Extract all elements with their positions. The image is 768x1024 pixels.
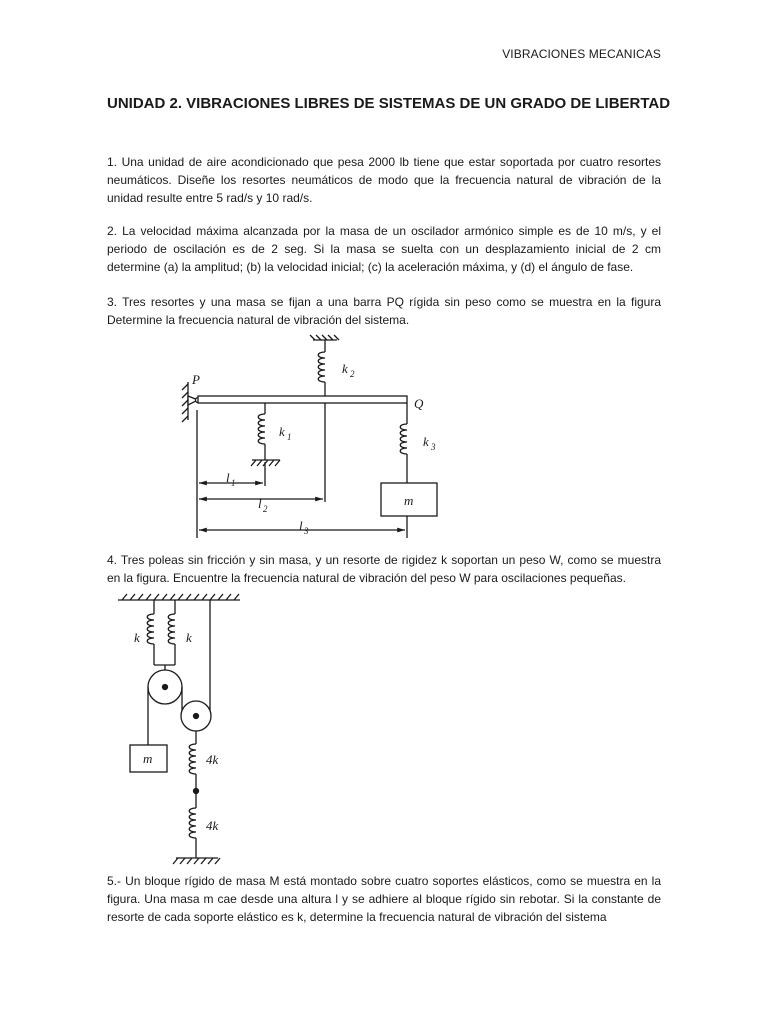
figure-lever-system bbox=[182, 335, 437, 538]
spring-4k-top bbox=[189, 731, 198, 808]
spring-k-left bbox=[147, 600, 154, 665]
problem-3: 3. Tres resortes y una masa se fijan a una barra PQ rígida sin peso como se muestra en la figura Determine la frecuencia natural de vibración del sistema. bbox=[107, 295, 661, 327]
page-title: UNIDAD 2. VIBRACIONES LIBRES DE SISTEMAS DE UN GRADO DE LIBERTAD bbox=[107, 95, 671, 112]
spring-k1 bbox=[251, 403, 280, 466]
label-k2: k bbox=[342, 361, 348, 376]
label-k3: k bbox=[423, 434, 429, 449]
floor-support bbox=[173, 858, 220, 864]
label-k2-sub: 2 bbox=[350, 369, 355, 379]
label-mass-fig2: m bbox=[143, 751, 153, 766]
label-k1: k bbox=[279, 424, 285, 439]
problem-2: 2. La velocidad máxima alcanzada por la masa de un oscilador armónico simple es de 10 m/s, y el periodo de oscilación es de 2 seg. Si la masa se suelta con un desplazamiento inicial de 2 cm determine (a) la amplitud; (b) la velocidad inicial; (c) la aceleración máxima, y (d) el ángulo de fase. bbox=[107, 224, 661, 274]
page-header: VIBRACIONES MECANICAS bbox=[502, 47, 661, 61]
spring-k2 bbox=[310, 335, 339, 396]
label-l1: l bbox=[226, 470, 230, 485]
problem-4: 4. Tres poleas sin fricción y sin masa, y un resorte de rigidez k soportan un peso W, como se muestra en la figura. Encuentre la frecuencia natural de vibración del peso W para oscilaciones pequeñas. bbox=[107, 553, 661, 585]
label-l3: l bbox=[299, 518, 303, 533]
label-l1-sub: 1 bbox=[231, 478, 236, 488]
label-p: P bbox=[192, 372, 200, 387]
label-l2: l bbox=[258, 496, 262, 511]
label-mass-fig1: m bbox=[404, 493, 414, 508]
label-k3-sub: 3 bbox=[431, 442, 436, 452]
label-k1-sub: 1 bbox=[287, 432, 292, 442]
label-4k-bottom: 4k bbox=[206, 818, 219, 833]
label-k-right: k bbox=[186, 630, 192, 645]
rigid-bar-pq bbox=[198, 396, 407, 403]
problem-5: 5.- Un bloque rígido de masa M está montado sobre cuatro soportes elásticos, como se muestra en la figura. Una masa m cae desde una altura l y se adhiere al bloque rígido sin rebotar. Si la constante de resorte de cada soporte elástico es k, determine la frecuencia natural de vibración del sistema bbox=[107, 874, 661, 924]
label-l3-sub: 3 bbox=[304, 526, 309, 536]
spring-k3 bbox=[400, 403, 407, 483]
wall-support-p bbox=[182, 382, 188, 422]
label-l2-sub: 2 bbox=[263, 504, 268, 514]
label-4k-top: 4k bbox=[206, 752, 219, 767]
spring-4k-bottom bbox=[189, 808, 196, 858]
problem-1: 1. Una unidad de aire acondicionado que pesa 2000 lb tiene que estar soportada por cuatro resortes neumáticos. Diseñe los resortes neumáticos de modo que la frecuencia natural de vibración de la unidad resulte entre 5 rad/s y 10 rad/s. bbox=[107, 155, 661, 205]
label-k-left: k bbox=[134, 630, 140, 645]
label-q: Q bbox=[414, 396, 424, 411]
ceiling-support bbox=[118, 594, 240, 600]
spring-k-right bbox=[168, 600, 175, 665]
